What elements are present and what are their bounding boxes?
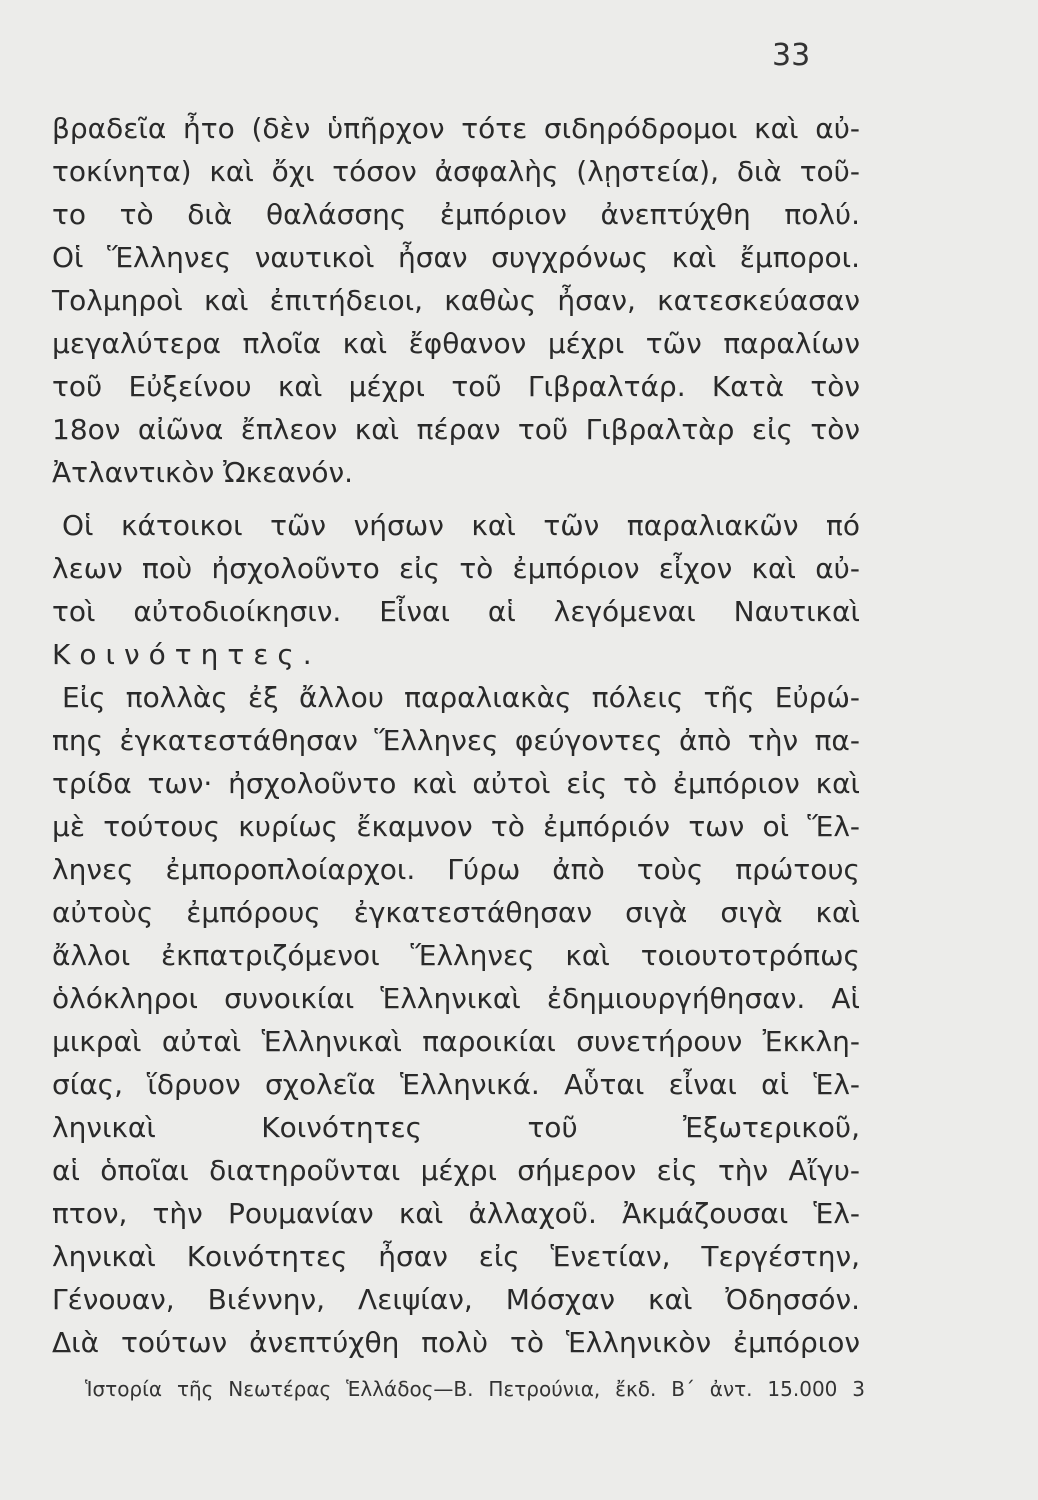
text-line: αἱ ὁποῖαι διατηροῦνται μέχρι σήμερον εἰς τὴν Αἴγυ- [52, 1154, 860, 1187]
text-line: 18ον αἰῶνα ἔπλεον καὶ πέραν τοῦ Γιβραλτὰρ εἰς τὸν [52, 413, 860, 446]
text-line: μικραὶ αὐταὶ Ἑλληνικαὶ παροικίαι συνετήρουν Ἐκκλη- [52, 1025, 860, 1058]
text-line: Ἀτλαντικὸν Ὠκεανόν. [52, 456, 354, 489]
text-line: Οἱ κάτοικοι τῶν νήσων καὶ τῶν παραλιακῶν πό [62, 509, 860, 542]
text-line: Τολμηροὶ καὶ ἐπιτήδειοι, καθὼς ἦσαν, κατεσκεύασαν [52, 284, 860, 317]
text-line: μεγαλύτερα πλοῖα καὶ ἔφθανον μέχρι τῶν παραλίων [52, 327, 860, 360]
text-line: μὲ τούτους κυρίως ἔκαμνον τὸ ἐμπόριόν των οἱ Ἕλ- [52, 810, 860, 843]
text-line: πης ἐγκατεστάθησαν Ἕλληνες φεύγοντες ἀπὸ τὴν πα- [52, 724, 860, 757]
text-line: Γένουαν, Βιέννην, Λειψίαν, Μόσχαν καὶ Ὀδησσόν. [52, 1283, 860, 1316]
text-line: σίας, ἵδρυον σχολεῖα Ἑλληνικά. Αὗται εἶναι αἱ Ἑλ- [52, 1068, 860, 1101]
text-line: Κοινότητες. [52, 638, 321, 671]
text-line: τοῦ Εὐξείνου καὶ μέχρι τοῦ Γιβραλτάρ. Κατὰ τὸν [52, 370, 860, 403]
text-line: ληνικαὶ Κοινότητες ἦσαν εἰς Ἑνετίαν, Τεργέστην, [52, 1240, 860, 1273]
text-line: Εἰς πολλὰς ἐξ ἄλλου παραλιακὰς πόλεις τῆς Εὐρώ- [62, 681, 860, 714]
text-line: ληνικαὶ Κοινότητες τοῦ Ἐξωτερικοῦ, [52, 1111, 860, 1144]
text-line: ὁλόκληροι συνοικίαι Ἑλληνικαὶ ἐδημιουργήθησαν. Αἱ [52, 982, 860, 1015]
text-line: τρίδα των· ἠσχολοῦντο καὶ αὐτοὶ εἰς τὸ ἐμπόριον καὶ [52, 767, 860, 800]
text-line: αὐτοὺς ἐμπόρους ἐγκατεστάθησαν σιγὰ σιγὰ καὶ [52, 896, 860, 929]
text-line: ἄλλοι ἐκπατριζόμενοι Ἕλληνες καὶ τοιουτοτρόπως [52, 939, 860, 972]
text-line: βραδεῖα ἦτο (δὲν ὑπῆρχον τότε σιδηρόδρομοι καὶ αὐ- [52, 112, 860, 145]
text-line: ληνες ἐμποροπλοίαρχοι. Γύρω ἀπὸ τοὺς πρώτους [52, 853, 860, 886]
footer-signature: Ἱστορία τῆς Νεωτέρας Ἑλλάδος—Β. Πετρούνια, ἔκδ. Β΄ ἀντ. 15.000 3 [85, 1377, 865, 1401]
text-line: το τὸ διὰ θαλάσσης ἐμπόριον ἀνεπτύχθη πολύ. [52, 198, 860, 231]
page-number: 33 [772, 38, 811, 73]
text-line: Οἱ Ἕλληνες ναυτικοὶ ἦσαν συγχρόνως καὶ ἔμποροι. [52, 241, 860, 274]
text-line: τοκίνητα) καὶ ὄχι τόσον ἀσφαλὴς (λῃστεία), διὰ τοῦ- [52, 155, 860, 188]
text-line: πτον, τὴν Ρουμανίαν καὶ ἀλλαχοῦ. Ἀκμάζουσαι Ἑλ- [52, 1197, 860, 1230]
text-line: Διὰ τούτων ἀνεπτύχθη πολὺ τὸ Ἑλληνικὸν ἐμπόριον [52, 1326, 860, 1359]
text-line: λεων ποὺ ἠσχολοῦντο εἰς τὸ ἐμπόριον εἶχον καὶ αὐ- [52, 552, 860, 585]
text-line: τοὶ αὐτοδιοίκησιν. Εἶναι αἱ λεγόμεναι Ναυτικαὶ [52, 595, 860, 628]
